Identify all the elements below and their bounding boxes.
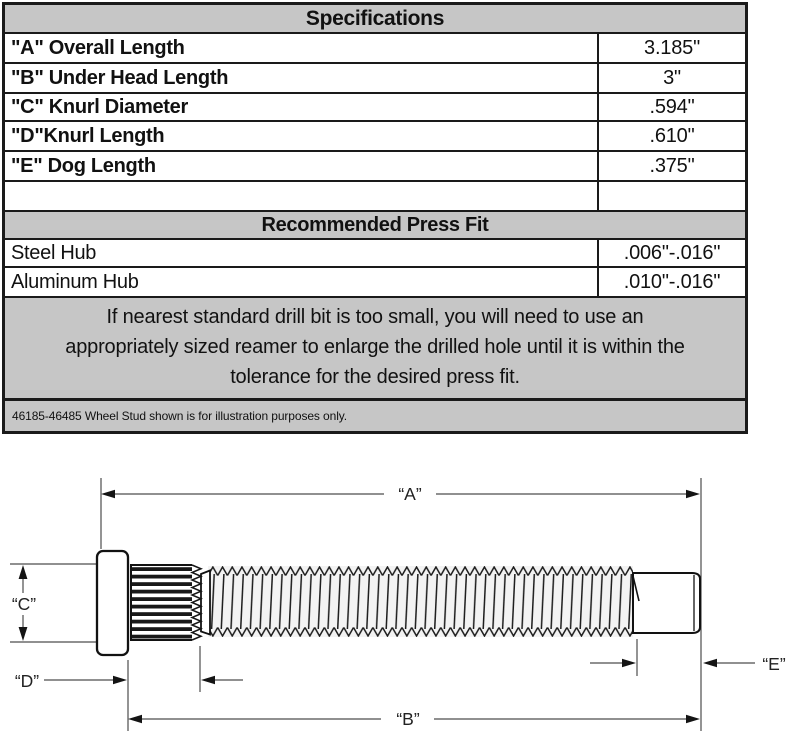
wheel-stud-drawing [0,430,800,748]
thread-pattern [208,566,633,637]
arrow-right-icon [622,659,636,668]
table-row [5,238,745,266]
note-line: tolerance for the desired press fit. [230,366,520,388]
table-title: Specifications [5,5,745,32]
knurl-thread-neck [201,571,210,635]
arrow-left-icon [703,659,717,668]
row-label [5,182,597,210]
row-label: "E" Dog Length [11,154,156,177]
table-row [5,266,745,296]
dog-end [633,573,700,633]
note-line: appropriately sized reamer to enlarge the drilled hole until it is within the [65,336,685,358]
note-line: If nearest standard drill bit is too small, you will need to use an [106,306,644,328]
row-value: 3.185" [597,34,745,62]
arrow-right-icon [113,676,127,685]
table-row [5,62,745,92]
row-value: .010"-.016" [597,268,745,296]
arrow-right-icon [686,490,700,499]
dimension-e [590,654,786,674]
row-value: .610" [597,122,745,150]
knurl-serration-edge [192,565,201,640]
drill-bit-note [5,296,745,398]
row-label: "A" Overall Length [11,36,185,59]
dim-label-b: “B” [396,709,420,729]
row-value: 3" [597,64,745,92]
dim-label-a: “A” [398,484,422,504]
table-row [5,120,745,150]
row-label: "B" Under Head Length [11,66,229,89]
stud-body [97,551,700,655]
row-label: "D"Knurl Length [11,124,165,147]
row-value: .594" [597,94,745,120]
dimension-b [128,709,700,729]
arrow-left-icon [101,490,115,499]
arrow-right-icon [686,715,700,724]
dimension-d [15,671,243,691]
dim-label-c: “C” [11,594,37,614]
row-label: Steel Hub [11,241,97,264]
arrow-up-icon [19,565,28,579]
arrow-left-icon [201,676,215,685]
row-value: .375" [597,152,745,180]
press-fit-title: Recommended Press Fit [5,210,745,238]
row-value [597,182,745,210]
dimension-a [101,484,700,504]
knurl-teeth [131,566,192,640]
arrow-left-icon [128,715,142,724]
row-label: Aluminum Hub [11,270,139,293]
specifications-table [2,2,748,434]
dim-label-d: “D” [14,671,40,691]
row-value: .006"-.016" [597,240,745,266]
dimension-c [12,565,36,641]
illustration-footnote: 46185-46485 Wheel Stud shown is for illustration purposes only. [5,398,745,431]
row-label: "C" Knurl Diameter [11,95,188,118]
stud-head [97,551,128,655]
table-row-empty [5,180,745,210]
arrow-down-icon [19,627,28,641]
table-row [5,92,745,120]
dim-label-e: “E” [762,654,786,674]
table-row [5,150,745,180]
table-row [5,32,745,62]
